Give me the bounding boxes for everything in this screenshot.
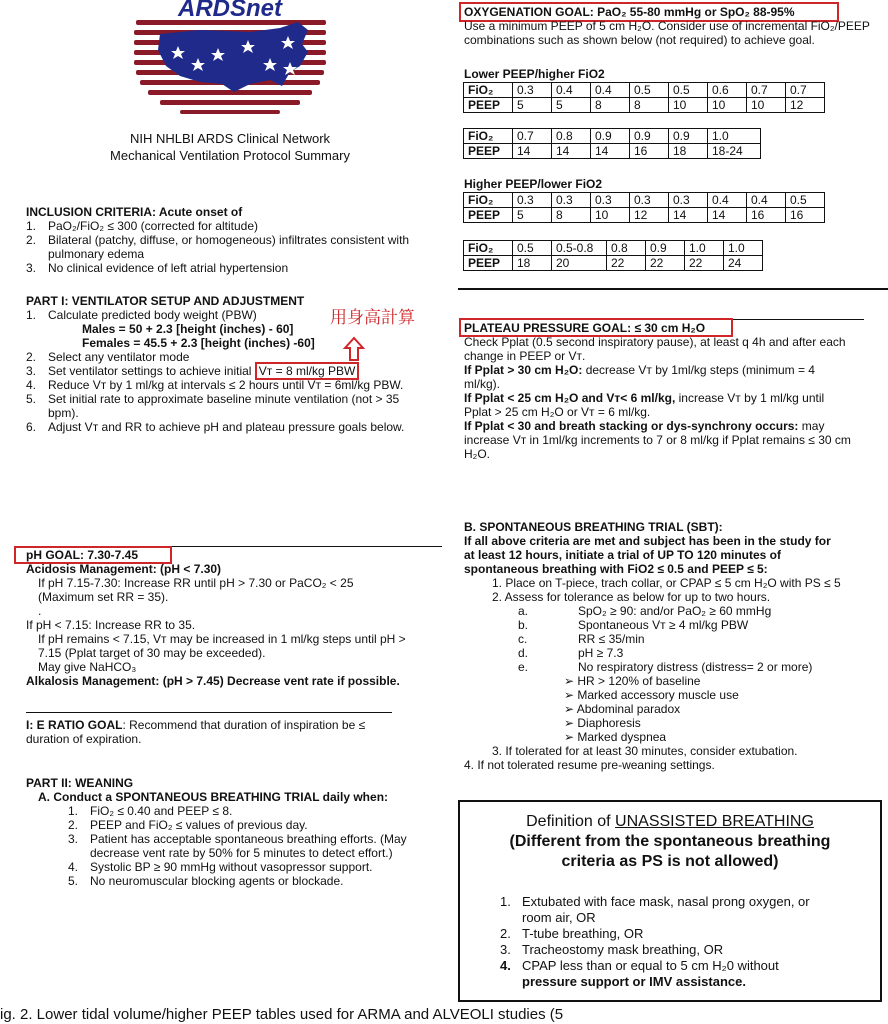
- part1-item-3: Set ventilator settings to achieve initial: [48, 364, 252, 378]
- lower-peep-title: Lower PEEP/higher FiO2: [464, 67, 605, 81]
- fio2-cell: 0.8: [607, 241, 646, 256]
- fio2-cell: 0.4: [747, 193, 786, 208]
- unassisted-title-prefix: Definition of: [526, 813, 616, 830]
- ph-line-5: If pH remains < 7.15, Vᴛ may be increased in 1 ml/kg steps until pH >: [38, 632, 406, 646]
- peep-cell: 12: [786, 98, 825, 113]
- peep-cell: 16: [630, 144, 669, 159]
- fio2-cell: 0.7: [786, 83, 825, 98]
- arrow-bullet-icon: ➢: [564, 688, 578, 702]
- ie-divider: [26, 712, 392, 713]
- peep-label: PEEP: [464, 98, 513, 113]
- fio2-cell: 0.5: [669, 83, 708, 98]
- part1-item-5b: bpm).: [48, 406, 79, 420]
- sbt-distress-item: [564, 674, 884, 688]
- fio2-label: FiO₂: [464, 193, 513, 208]
- part2-item: [50, 874, 446, 888]
- ie-line-1: : Recommend that duration of inspiration be ≤: [122, 718, 366, 732]
- peep-cell: 5: [552, 98, 591, 113]
- part2-item-text: No neuromuscular blocking agents or blockade.: [90, 874, 344, 888]
- sbt-distress-text: Abdominal paradox: [576, 702, 681, 716]
- fio2-cell: 0.7: [747, 83, 786, 98]
- sbt-criterion: [518, 632, 884, 646]
- sbt-criterion-text: Spontaneous Vᴛ ≥ 4 ml/kg PBW: [578, 618, 749, 632]
- fio2-cell: 1.0: [708, 129, 761, 144]
- part1-item-1: Calculate predicted body weight (PBW): [48, 308, 257, 322]
- peep-cell: 10: [669, 98, 708, 113]
- logo-wordmark: ARDSnet: [177, 0, 283, 22]
- peep-cell: 14: [513, 144, 552, 159]
- peep-cell: 8: [630, 98, 669, 113]
- oxygenation-line-1: Use a minimum PEEP of 5 cm H₂O. Consider use of incremental FiO₂/PEEP: [464, 19, 870, 33]
- lungs-map-icon: [130, 0, 330, 122]
- part1-item-6: Adjust Vᴛ and RR to achieve pH and plateau pressure goals below.: [48, 420, 405, 434]
- sbt-distress-text: Marked accessory muscle use: [577, 688, 739, 702]
- unassisted-subtitle-2: criteria as PS is not allowed): [561, 853, 779, 870]
- sbt-distress-text: Diaphoresis: [577, 716, 641, 730]
- fio2-cell: 0.3: [513, 193, 552, 208]
- part2-item-text: FiO₂ ≤ 0.40 and PEEP ≤ 8.: [90, 804, 233, 818]
- height-annotation: 用身高計算: [330, 308, 415, 327]
- ph-line-1: If pH 7.15-7.30: Increase RR until pH > 7.30 or PaCO₂ < 25: [38, 576, 354, 590]
- fio2-cell: 0.4: [552, 83, 591, 98]
- part2-item: [50, 818, 446, 832]
- unassisted-item-4b: pressure support or IMV assistance.: [522, 974, 746, 989]
- ph-line-3: .: [38, 604, 42, 618]
- fio2-cell: 0.5: [630, 83, 669, 98]
- sbt-criterion-text: RR ≤ 35/min: [578, 632, 645, 646]
- ie-line-2: duration of expiration.: [26, 732, 142, 746]
- plateau-line: Pplat > 25 cm H₂O or Vᴛ = 6 ml/kg.: [464, 405, 651, 419]
- peep-cell: 22: [646, 256, 685, 271]
- sbt-criterion-text: pH ≥ 7.3: [578, 646, 624, 660]
- peep-cell: 22: [685, 256, 724, 271]
- sbt-criterion-letter: b.: [518, 618, 529, 632]
- part2-item: [50, 804, 446, 818]
- alkalosis-line: Alkalosis Management: (pH > 7.45) Decrease vent rate if possible.: [26, 674, 400, 688]
- ie-section: [26, 718, 446, 746]
- sbt-step-2: 2. Assess for tolerance as below for up to two hours.: [492, 590, 771, 604]
- plateau-line-rest: may: [798, 419, 825, 433]
- peep-cell: 14: [708, 208, 747, 223]
- fio2-cell: 0.8: [552, 129, 591, 144]
- ph-section: [26, 548, 446, 688]
- sbt-intro-1: If all above criteria are met and subject has been in the study for: [464, 534, 831, 548]
- fio2-cell: 0.9: [669, 129, 708, 144]
- arrow-bullet-icon: ➢: [564, 730, 578, 744]
- fio2-cell: 0.7: [513, 129, 552, 144]
- part2-item-number: 4.: [68, 860, 79, 874]
- peep-cell: 5: [513, 98, 552, 113]
- plateau-title: PLATEAU PRESSURE GOAL: ≤ 30 cm H₂O: [464, 321, 706, 335]
- unassisted-item-1: Extubated with face mask, nasal prong oxygen, or: [522, 894, 810, 909]
- sbt-distress-item: [564, 702, 884, 716]
- higher-peep-table-1: [463, 192, 825, 223]
- plateau-line: ml/kg).: [464, 377, 500, 391]
- part2-item-text: decrease vent rate by 50% for 5 minutes to detect effort.): [90, 846, 393, 860]
- part2-item-number: 1.: [68, 804, 79, 818]
- ph-line-7: May give NaHCO₃: [38, 660, 137, 674]
- fio2-cell: 0.3: [591, 193, 630, 208]
- fio2-cell: 0.4: [591, 83, 630, 98]
- inclusion-item-text: PaO₂/FiO₂ ≤ 300 (corrected for altitude): [48, 219, 258, 233]
- sbt-intro-3: spontaneous breathing with FiO2 ≤ 0.5 and PEEP ≤ 5:: [464, 562, 768, 576]
- unassisted-title: UNASSISTED BREATHING: [615, 813, 814, 830]
- org-name: NIH NHLBI ARDS Clinical Network: [129, 131, 331, 146]
- fio2-cell: 0.3: [552, 193, 591, 208]
- fio2-cell: 0.6: [708, 83, 747, 98]
- ph-line-2: (Maximum set RR = 35).: [38, 590, 169, 604]
- plateau-line: increase Vᴛ in 1ml/kg increments to 7 or 8 ml/kg if Pplat remains ≤ 30 cm: [464, 433, 851, 447]
- peep-label: PEEP: [464, 208, 513, 223]
- peep-cell: 16: [786, 208, 825, 223]
- fio2-label: FiO₂: [464, 83, 513, 98]
- fio2-cell: 0.9: [630, 129, 669, 144]
- fio2-cell: 0.5-0.8: [552, 241, 607, 256]
- part1-males: Males = 50 + 2.3 [height (inches) - 60]: [82, 322, 294, 336]
- lower-peep-table-2: [463, 128, 761, 159]
- fio2-label: FiO₂: [464, 129, 513, 144]
- plateau-line: change in PEEP or Vᴛ.: [464, 349, 586, 363]
- plateau-line: [464, 391, 884, 405]
- peep-cell: 16: [747, 208, 786, 223]
- sbt-step-3: 3. If tolerated for at least 30 minutes, consider extubation.: [492, 744, 798, 758]
- plateau-line-bold: If Pplat < 25 cm H₂O and Vᴛ< 6 ml/kg,: [464, 391, 676, 405]
- fio2-label: FiO₂: [464, 241, 513, 256]
- sbt-criterion-text: SpO₂ ≥ 90: and/or PaO₂ ≥ 60 mmHg: [578, 604, 772, 618]
- sbt-criterion: [518, 618, 884, 632]
- peep-cell: 10: [747, 98, 786, 113]
- peep-cell: 14: [552, 144, 591, 159]
- sbt-criterion: [518, 646, 884, 660]
- sbt-criterion-letter: c.: [518, 632, 528, 646]
- inclusion-item: [26, 261, 446, 275]
- peep-cell: 24: [724, 256, 763, 271]
- peep-label: PEEP: [464, 256, 513, 271]
- sbt-title: B. SPONTANEOUS BREATHING TRIAL (SBT):: [464, 520, 723, 534]
- peep-cell: 5: [513, 208, 552, 223]
- part2-item: [50, 832, 446, 846]
- fio2-cell: 0.3: [669, 193, 708, 208]
- plateau-line: H₂O.: [464, 447, 490, 461]
- part2-a: A. Conduct a SPONTANEOUS BREATHING TRIAL daily when:: [38, 790, 389, 804]
- inclusion-title: INCLUSION CRITERIA: Acute onset of: [26, 205, 243, 219]
- inclusion-item: [26, 233, 446, 247]
- oxygenation-line-2: combinations such as shown below (not required) to achieve goal.: [464, 33, 815, 47]
- peep-cell: 10: [591, 208, 630, 223]
- lower-peep-table-1: [463, 82, 825, 113]
- plateau-section: [464, 321, 884, 461]
- plateau-line: [464, 363, 884, 377]
- fio2-cell: 0.9: [646, 241, 685, 256]
- unassisted-item-3: Tracheostomy mask breathing, OR: [522, 942, 724, 957]
- ie-title: I: E RATIO GOAL: [26, 718, 123, 732]
- right-divider: [458, 288, 888, 290]
- unassisted-breathing-box: Definition of UNASSISTED BREATHING (Different from the spontaneous breathing criteria as PS is not allowed) 1. Extubated with face mask, nasal prong oxygen, or room air, OR 2. T-tube breathing, OR 3. Tracheostomy mask breathing, OR 4. CPAP less than or equal to 5 cm H₂0 without pressure support or IMV assistance.: [458, 800, 882, 1002]
- higher-peep-table-2: [463, 240, 763, 271]
- plateau-line-rest: increase Vᴛ by 1 ml/kg until: [675, 391, 825, 405]
- ph-title: pH GOAL: 7.30-7.45: [26, 548, 139, 562]
- arrow-bullet-icon: ➢: [564, 702, 577, 716]
- fio2-cell: 0.5: [786, 193, 825, 208]
- inclusion-item-text: pulmonary edema: [48, 247, 145, 261]
- inclusion-item-text: Bilateral (patchy, diffuse, or homogeneous) infiltrates consistent with: [48, 233, 410, 247]
- peep-cell: 14: [591, 144, 630, 159]
- part2-item-text: Systolic BP ≥ 90 mmHg without vasopressor support.: [90, 860, 373, 874]
- peep-cell: 22: [607, 256, 646, 271]
- sbt-section: [464, 520, 884, 772]
- sbt-criterion-letter: a.: [518, 604, 529, 618]
- sbt-criterion: [518, 604, 884, 618]
- part2-section: [26, 776, 446, 888]
- plateau-line: Check Pplat (0.5 second inspiratory pause), at least q 4h and after each: [464, 335, 846, 349]
- part1-item-5: Set initial rate to approximate baseline minute ventilation (not > 35: [48, 392, 400, 406]
- protocol-title: Mechanical Ventilation Protocol Summary: [110, 148, 350, 163]
- unassisted-item-2: T-tube breathing, OR: [522, 926, 644, 941]
- sbt-distress-text: HR > 120% of baseline: [577, 674, 701, 688]
- sbt-distress-text: Marked dyspnea: [577, 730, 667, 744]
- inclusion-item: [26, 247, 446, 261]
- sbt-step-4: 4. If not tolerated resume pre-weaning settings.: [464, 758, 715, 772]
- sbt-criterion: [518, 660, 884, 674]
- fio2-cell: 0.3: [513, 83, 552, 98]
- peep-cell: 18: [513, 256, 552, 271]
- peep-cell: 10: [708, 98, 747, 113]
- sbt-distress-item: [564, 730, 884, 744]
- unassisted-item-1b: room air, OR: [522, 910, 596, 925]
- fio2-cell: 0.9: [591, 129, 630, 144]
- up-arrow-icon: [343, 336, 365, 365]
- part2-item-text: PEEP and FiO₂ ≤ values of previous day.: [90, 818, 308, 832]
- peep-cell: 18: [669, 144, 708, 159]
- peep-cell: 20: [552, 256, 607, 271]
- ph-line-4: If pH < 7.15: Increase RR to 35.: [26, 618, 196, 632]
- part1-title: PART I: VENTILATOR SETUP AND ADJUSTMENT: [26, 294, 305, 308]
- part1-item-2: Select any ventilator mode: [48, 350, 190, 364]
- arrow-bullet-icon: ➢: [564, 674, 578, 688]
- peep-cell: 8: [552, 208, 591, 223]
- part2-item-text: Patient has acceptable spontaneous breathing efforts. (May: [90, 832, 407, 846]
- sbt-criterion-letter: e.: [518, 660, 529, 674]
- inclusion-item-number: 2.: [26, 233, 37, 247]
- oxygenation-title: OXYGENATION GOAL: PaO₂ 55-80 mmHg or SpO₂ 88-95%: [464, 5, 795, 19]
- fio2-cell: 1.0: [724, 241, 763, 256]
- part2-title: PART II: WEANING: [26, 776, 134, 790]
- ardsnet-logo: [130, 0, 330, 122]
- peep-cell: 18-24: [708, 144, 761, 159]
- initial-vt-highlight: Vᴛ = 8 ml/kg PBW: [255, 362, 360, 380]
- plateau-line-bold: If Pplat > 30 cm H₂O:: [464, 363, 583, 377]
- peep-label: PEEP: [464, 144, 513, 159]
- figure-caption: ig. 2. Lower tidal volume/higher PEEP tables used for ARMA and ALVEOLI studies (5: [0, 1006, 564, 1023]
- oxygenation-section: [464, 5, 874, 47]
- part2-item-number: 5.: [68, 874, 79, 888]
- sbt-intro-2: at least 12 hours, initiate a trial of UP TO 120 minutes of: [464, 548, 781, 562]
- acidosis-title: Acidosis Management: (pH < 7.30): [26, 562, 222, 576]
- inclusion-item-number: 3.: [26, 261, 37, 275]
- higher-peep-title: Higher PEEP/lower FiO2: [464, 177, 603, 191]
- peep-cell: 14: [669, 208, 708, 223]
- part2-item-number: 3.: [68, 832, 79, 846]
- part1-females: Females = 45.5 + 2.3 [height (inches) -60]: [82, 336, 315, 350]
- inclusion-item: [26, 219, 446, 233]
- fio2-cell: 0.3: [630, 193, 669, 208]
- peep-cell: 12: [630, 208, 669, 223]
- inclusion-item-number: 1.: [26, 219, 37, 233]
- fio2-cell: 1.0: [685, 241, 724, 256]
- sbt-distress-item: [564, 716, 884, 730]
- part1-item-4: Reduce Vᴛ by 1 ml/kg at intervals ≤ 2 hours until Vᴛ = 6ml/kg PBW.: [48, 378, 404, 392]
- inclusion-section: [26, 205, 446, 275]
- arrow-bullet-icon: ➢: [564, 716, 578, 730]
- plateau-line-bold: If Pplat < 30 and breath stacking or dys-synchrony occurs:: [464, 419, 799, 433]
- ph-line-6: 7.15 (Pplat target of 30 may be exceeded).: [38, 646, 266, 660]
- plateau-line: [464, 419, 884, 433]
- fio2-cell: 0.4: [708, 193, 747, 208]
- sbt-criterion-text: No respiratory distress (distress= 2 or more): [578, 660, 813, 674]
- part1-section: PART I: VENTILATOR SETUP AND ADJUSTMENT 1. Calculate predicted body weight (PBW) Males = 50 + 2.3 [height (inches) - 60] Females = 45.5 + 2.3 [height (inches) -60] 2. Select any ventilator mode 3. Set ventilator settings to achieve initial Vᴛ = 8 ml/kg PBW 4. Reduce Vᴛ by 1 ml/kg at intervals ≤ 2 hours until Vᴛ = 6ml/kg PBW. 5. Set initial rate to approximate baseline minute ventilation (not > 35 bpm). 6. Adjust Vᴛ and RR to achieve pH and plateau pressure goals below.: [26, 294, 446, 434]
- inclusion-item-text: No clinical evidence of left atrial hypertension: [48, 261, 289, 275]
- part2-item: [50, 846, 446, 860]
- unassisted-subtitle-1: (Different from the spontaneous breathing: [509, 833, 831, 850]
- sbt-criterion-letter: d.: [518, 646, 529, 660]
- unassisted-item-4: CPAP less than or equal to 5 cm H₂0 without: [522, 958, 779, 973]
- fio2-cell: 0.5: [513, 241, 552, 256]
- sbt-distress-item: [564, 688, 884, 702]
- plateau-line-rest: decrease Vᴛ by 1ml/kg steps (minimum = 4: [582, 363, 815, 377]
- part2-item-number: 2.: [68, 818, 79, 832]
- part2-item: [50, 860, 446, 874]
- sbt-step-1: 1. Place on T-piece, trach collar, or CPAP ≤ 5 cm H₂O with PS ≤ 5: [492, 576, 841, 590]
- peep-cell: 8: [591, 98, 630, 113]
